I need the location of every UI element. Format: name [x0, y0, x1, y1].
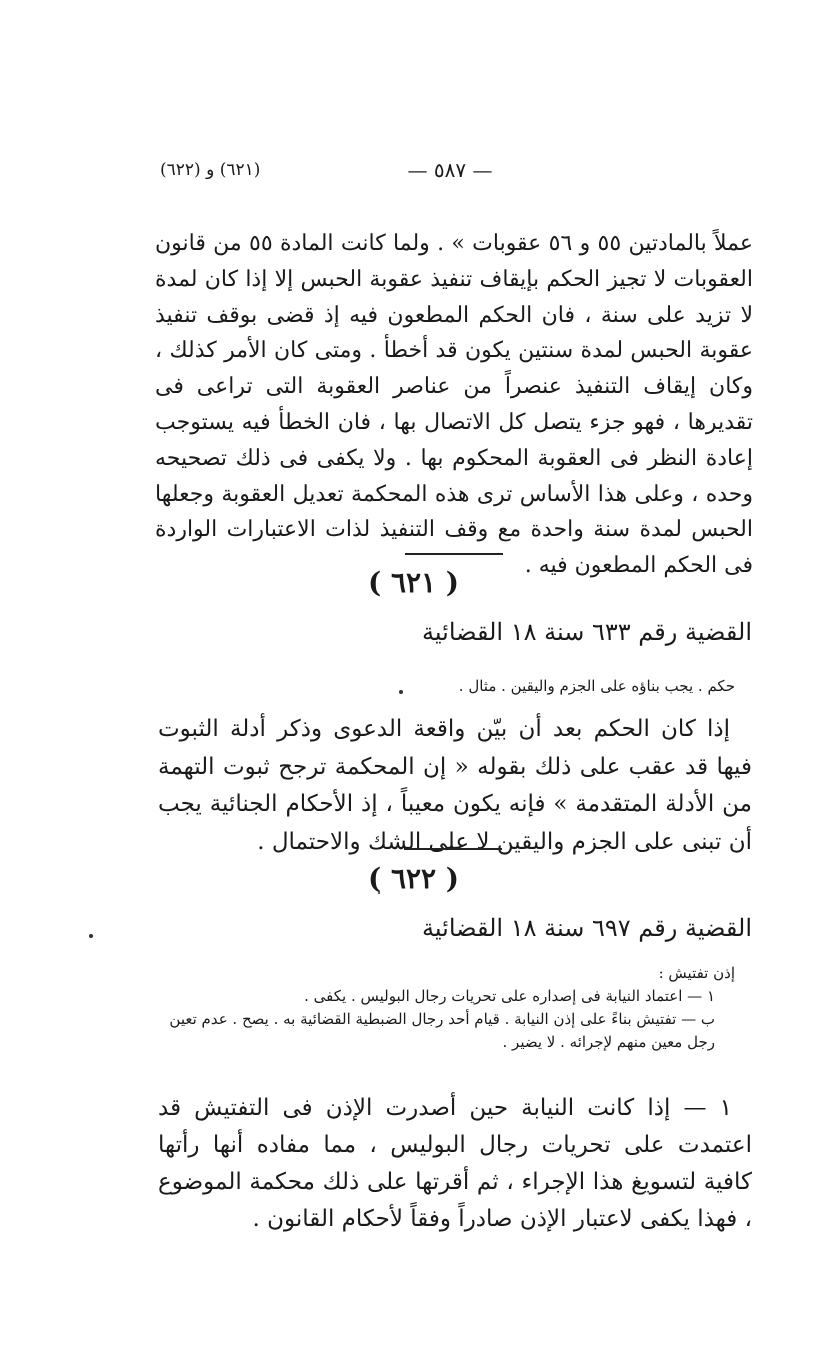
headnote-heading: إذن تفتيش : — [658, 964, 735, 982]
case-summary-621: حكم . يجب بناؤه على الجزم واليقين . مثال . — [458, 677, 735, 695]
section-divider — [405, 553, 503, 555]
page-header — [150, 158, 750, 188]
case-number-621: ( ٦٢١ ) — [367, 566, 460, 599]
headnote-item-2: ب — تفتيش بناءً على إذن النيابة . قيام أحد رجال الضبطية القضائية به . يصح . عدم تعين رجل معين منهم لإجرائه . لا يضير . — [169, 1010, 715, 1051]
section-divider — [404, 848, 502, 850]
case-title-622: القضية رقم ٦٩٧ سنة ١٨ القضائية — [422, 914, 752, 942]
print-speck — [89, 934, 93, 938]
headnote-item-1: ١ — اعتماد النيابة فى إصداره على تحريات رجال البوليس . يكفى . — [304, 987, 715, 1005]
print-speck — [399, 690, 403, 694]
page-number: — ٥٨٧ — — [407, 158, 493, 182]
case-headnotes-622 — [162, 962, 735, 1054]
case-body-622: ١ — إذا كانت النيابة حين أصدرت الإذن فى التفتيش قد اعتمدت على تحريات رجال البوليس ، مما مفاده أنها رأتها كافية لتسويغ هذا الإجراء ، ثم أقرتها على ذلك محكمة الموضوع ، فهذا يكفى لاعتبار الإذن صادراً وفقاً لأحكام القانون . — [158, 1095, 752, 1232]
header-case-refs: (٦٢١) و (٦٢٢) — [160, 160, 261, 180]
case-number-622: ( ٦٢٢ ) — [367, 862, 460, 895]
intro-paragraph: عملاً بالمادتين ٥٥ و ٥٦ عقوبات » . ولما كانت المادة ٥٥ من قانون العقوبات لا تجيز الحكم بإيقاف تنفيذ عقوبة الحبس إلا إذا كان لمدة لا تزيد على سنة ، فان الحكم المطعون فيه إذ قضى بوقف تنفيذ عقوبة الحبس لمدة سنتين يكون قد أخطأ . ومتى كان الأمر كذلك ، وكان إيقاف التنفيذ عنصراً من عناصر العقوبة التى تراعى فى تقديرها ، فهو جزء يتصل كل الاتصال بها ، فان الخطأ فيه يستوجب إعادة النظر فى العقوبة المحكوم بها . ولا يكفى فى ذلك تصحيحه وحده ، وعلى هذا الأساس ترى هذه المحكمة تعديل العقوبة وجعلها الحبس لمدة سنة واحدة مع وقف التنفيذ لذات الاعتبارات الواردة فى الحكم المطعون فيه . — [155, 231, 753, 579]
case-body-621: إذا كان الحكم بعد أن بيّن واقعة الدعوى وذكر أدلة الثبوت فيها قد عقب على ذلك بقوله « إن المحكمة ترجح ثبوت التهمة من الأدلة المتقدمة » فإنه يكون معيباً ، إذ الأحكام الجنائية يجب أن تبنى على الجزم واليقين لا على الشك والاحتمال . — [158, 716, 752, 855]
case-title-621: القضية رقم ٦٣٣ سنة ١٨ القضائية — [422, 618, 752, 646]
